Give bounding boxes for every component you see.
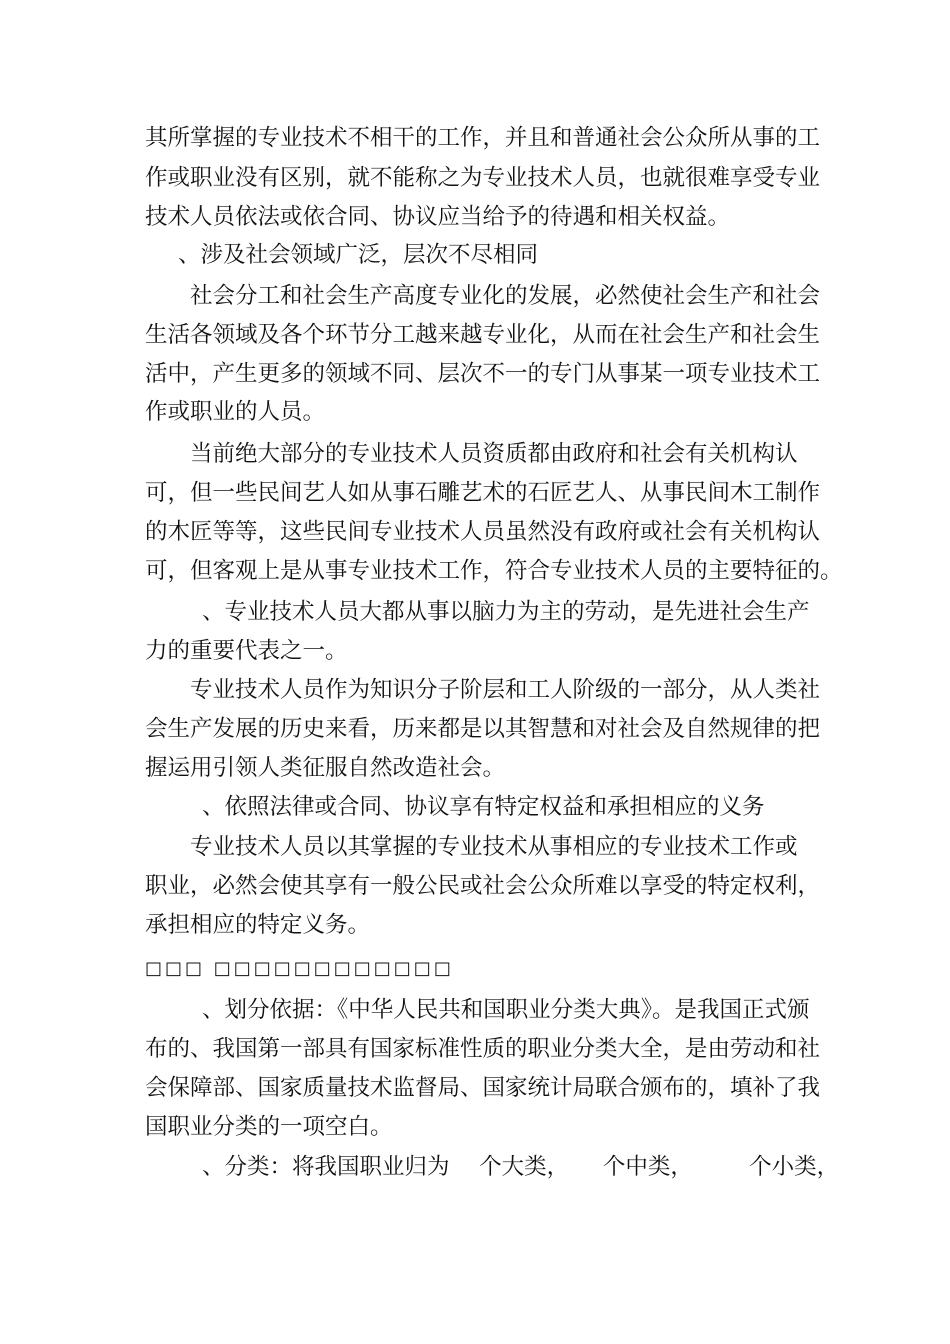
- paragraph-line: 生活各领域及各个环节分工越来越专业化，从而在社会生产和社会生: [145, 322, 821, 348]
- paragraph-line: 、划分依据：《中华人民共和国职业分类大典》。是我国正式颁: [202, 997, 810, 1023]
- subheading: 、专业技术人员大都从事以脑力为主的劳动，是先进社会生产: [202, 599, 810, 625]
- paragraph-line: 作或职业没有区别，就不能称之为专业技术人员，也就很难享受专业: [145, 165, 821, 191]
- paragraph-line: 会保障部、国家质量技术监督局、国家统计局联合颁布的，填补了我: [145, 1075, 821, 1101]
- subheading: 力的重要代表之一。: [145, 638, 348, 664]
- paragraph-line: 职业，必然会使其享有一般公民或社会公众所难以享受的特定权利，: [145, 873, 821, 899]
- paragraph-line: 专业技术人员以其掌握的专业技术从事相应的专业技术工作或: [190, 834, 798, 860]
- paragraph-line: 可，但一些民间艺人如从事石雕艺术的石匠艺人、从事民间木工制作: [145, 480, 821, 506]
- subheading: 、依照法律或合同、协议享有特定权益和承担相应的义务: [202, 794, 765, 820]
- paragraph-line: 国职业分类的一项空白。: [145, 1114, 393, 1140]
- paragraph-line: 可，但客观上是从事专业技术工作，符合专业技术人员的主要特征的。: [145, 558, 843, 584]
- paragraph-line: 会生产发展的历史来看，历来都是以其智慧和对社会及自然规律的把: [145, 716, 821, 742]
- paragraph-line: 作或职业的人员。: [145, 399, 326, 425]
- paragraph-line: 其所掌握的专业技术不相干的工作，并且和普通社会公众所从事的工: [145, 125, 821, 151]
- paragraph-line: 活中，产生更多的领域不同、层次不一的专门从事某一项专业技术工: [145, 361, 821, 387]
- paragraph-line: 当前绝大部分的专业技术人员资质都由政府和社会有关机构认: [190, 441, 798, 467]
- paragraph-line: 社会分工和社会生产高度专业化的发展，必然使社会生产和社会: [190, 283, 821, 309]
- paragraph-line: 承担相应的特定义务。: [145, 912, 371, 938]
- section-heading: □□□ □□□□□□□□□□□□: [145, 958, 454, 979]
- paragraph-line: 、分类：将我国职业归为 个大类， 个中类， 个小类，: [202, 1154, 840, 1180]
- paragraph-line: 技术人员依法或依合同、协议应当给予的待遇和相关权益。: [145, 204, 731, 230]
- subheading: 、涉及社会领域广泛，层次不尽相同: [178, 242, 539, 268]
- paragraph-line: 布的、我国第一部具有国家标准性质的职业分类大全，是由劳动和社: [145, 1036, 821, 1062]
- paragraph-line: 专业技术人员作为知识分子阶层和工人阶级的一部分，从人类社: [190, 677, 821, 703]
- paragraph-line: 握运用引领人类征服自然改造社会。: [145, 755, 506, 781]
- paragraph-line: 的木匠等等，这些民间专业技术人员虽然没有政府或社会有关机构认: [145, 519, 821, 545]
